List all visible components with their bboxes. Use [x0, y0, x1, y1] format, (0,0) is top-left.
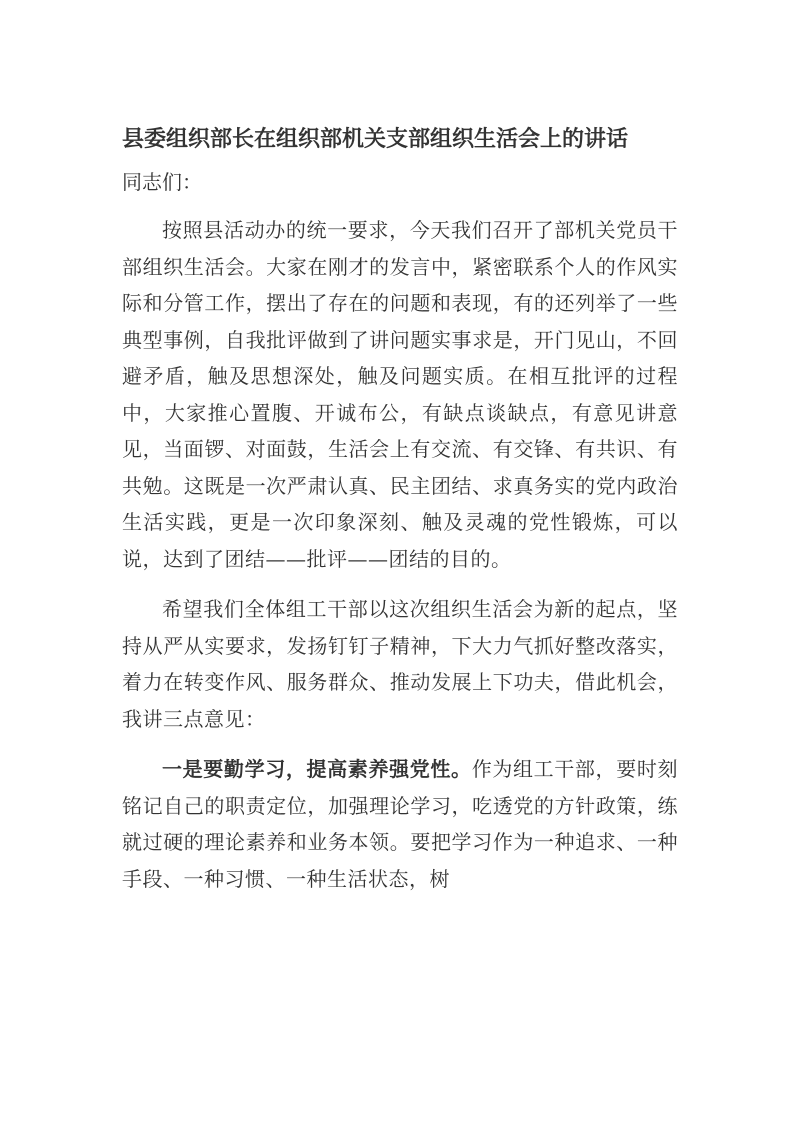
paragraph-2-text: 希望我们全体组工干部以这次组织生活会为新的起点，坚持从严从实要求，发扬钉钉子精神，下大力气抓好整改落实，着力在转变作风、服务群众、推动发展上下功夫，借此机会，我讲三点意见： [122, 597, 678, 731]
paragraph-2 [122, 591, 678, 737]
paragraph-3 [122, 751, 678, 897]
document-page [122, 118, 678, 911]
paragraph-3-text: 作为组工干部，要时刻铭记自己的职责定位，加强理论学习，吃透党的方针政策，练就过硬的理论素养和业务本领。要把学习作为一种追求、一种手段、一种习惯、一种生活状态，树 [122, 757, 678, 891]
document-title: 县委组织部长在组织部机关支部组织生活会上的讲话 [122, 127, 629, 152]
paragraph-3-lead: 一是要勤学习，提高素养强党性。 [162, 757, 472, 781]
paragraph-1-text: 按照县活动办的统一要求，今天我们召开了部机关党员干部组织生活会。大家在刚才的发言中，紧密联系个人的作风实际和分管工作，摆出了存在的问题和表现，有的还列举了一些典型事例，自我批评做到了讲问题实事求是，开门见山，不回避矛盾，触及思想深处，触及问题实质。在相互批评的过程中，大家推心置腹、开诚布公，有缺点谈缺点，有意见讲意见，当面锣、对面鼓，生活会上有交流、有交锋、有共识、有共勉。这既是一次严肃认真、民主团结、求真务实的党内政治生活实践，更是一次印象深刻、触及灵魂的党性锻炼，可以说，达到了团结——批评——团结的目的。 [122, 218, 678, 571]
paragraph-1 [122, 212, 678, 577]
greeting: 同志们： [122, 170, 202, 194]
